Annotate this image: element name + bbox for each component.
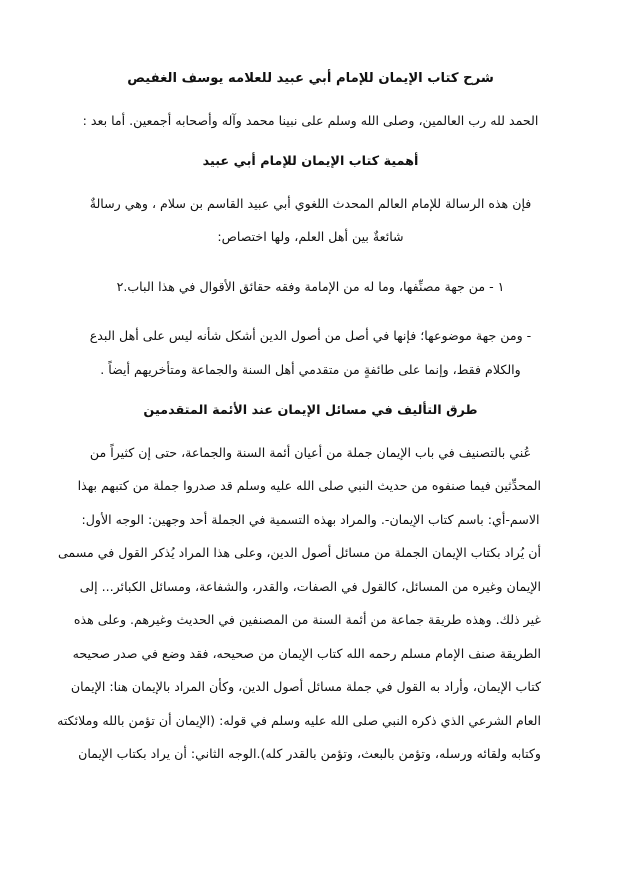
body-line-8: كتاب الإيمان، وأراد به القول في جملة مسائل أصول الدين، وكأن المراد بالإيمان هنا: الإيمان [70,679,541,694]
list-item-2-line-1: - ومن جهة موضوعها؛ فإنها في أصل من أصول الدين أشكل شأنه ليس على أهل البدع [89,328,532,343]
spacer [80,137,541,145]
intro-line-1: فإن هذه الرسالة للإمام العالم المحدث اللغوي أبي عبيد القاسم بن سلام ، وهي رسالةٌ [89,195,532,211]
body-line-10: وكتابه ولقائه ورسله، وتؤمن بالبعث، وتؤمن بالقدر كله).الوجه الثاني: أن يراد بكتاب الإيمان [78,746,541,761]
spacer [80,96,541,104]
spacer [80,254,541,270]
list-item-1: ١ - من جهة مصنِّفها، وما له من الإمامة وفقه حقائق الأقوال في هذا الباب.٢ [116,278,505,294]
document-title: شرح كتاب الإيمان للإمام أبي عبيد للعلامه يوسف الغفيص [127,71,494,86]
main-body-paragraph [57,436,541,771]
spacer [80,179,541,187]
intro-paragraph [80,187,541,254]
spacer [80,428,541,436]
list-item-2 [80,319,541,386]
body-line-2: المحدِّثين فيما صنفوه من حديث النبي صلى الله عليه وسلم قد صدروا جملة من كتبهم بهذا [77,478,541,493]
document-body [57,62,541,771]
body-line-3: الاسم-أي: باسم كتاب الإيمان-. والمراد بهذه التسمية في الجملة أحد وجهين: الوجه الأول: [81,511,540,527]
body-line-9: العام الشرعي الذي ذكره النبي صلى الله عليه وسلم في قوله: (الإيمان أن تؤمن بالله وملائكته [57,712,541,728]
body-line-7: الطريقة صنف الإمام مسلم رحمه الله كتاب الإيمان من صحيحه، فقد وضع في صدر صحيحه [72,645,541,661]
body-line-5: الإيمان وغيره من المسائل، كالقول في الصفات، والقدر، والشفاعة، ومسائل الكبائر... إلى [79,578,541,594]
section-heading-importance: أهمية كتاب الإيمان للإمام أبي عبيد [202,154,419,169]
basmala-line: الحمد لله رب العالمين، وصلى الله وسلم على نبينا محمد وآله وأصحابه أجمعين. أما بعد : [82,112,539,128]
list-item-2-line-2: والكلام فقط، وإنما على طائفةٍ من متقدمي أهل السنة والجماعة ومتأخريهم أيضاً . [100,361,521,377]
body-line-1: عُني بالتصنيف في باب الإيمان جملة من أعيان أئمة السنة والجماعة، حتى إن كثيراً من [89,444,532,460]
body-line-6: غير ذلك. وهذه طريقة جماعة من أئمة السنة من المصنفين في الحديث وغيرهم. وعلى هذه [73,612,541,627]
spacer [80,303,541,319]
spacer [80,386,541,394]
section-heading-methods: طرق التأليف في مسائل الإيمان عند الأئمة المتقدمين [143,403,478,418]
intro-line-2: شائعةٌ بين أهل العلم، ولها اختصاص: [217,229,404,244]
body-line-4: أن يُراد بكتاب الإيمان الجملة من مسائل أصول الدين، وعلى هذا المراد يُذكر القول في مسمى [57,545,541,560]
